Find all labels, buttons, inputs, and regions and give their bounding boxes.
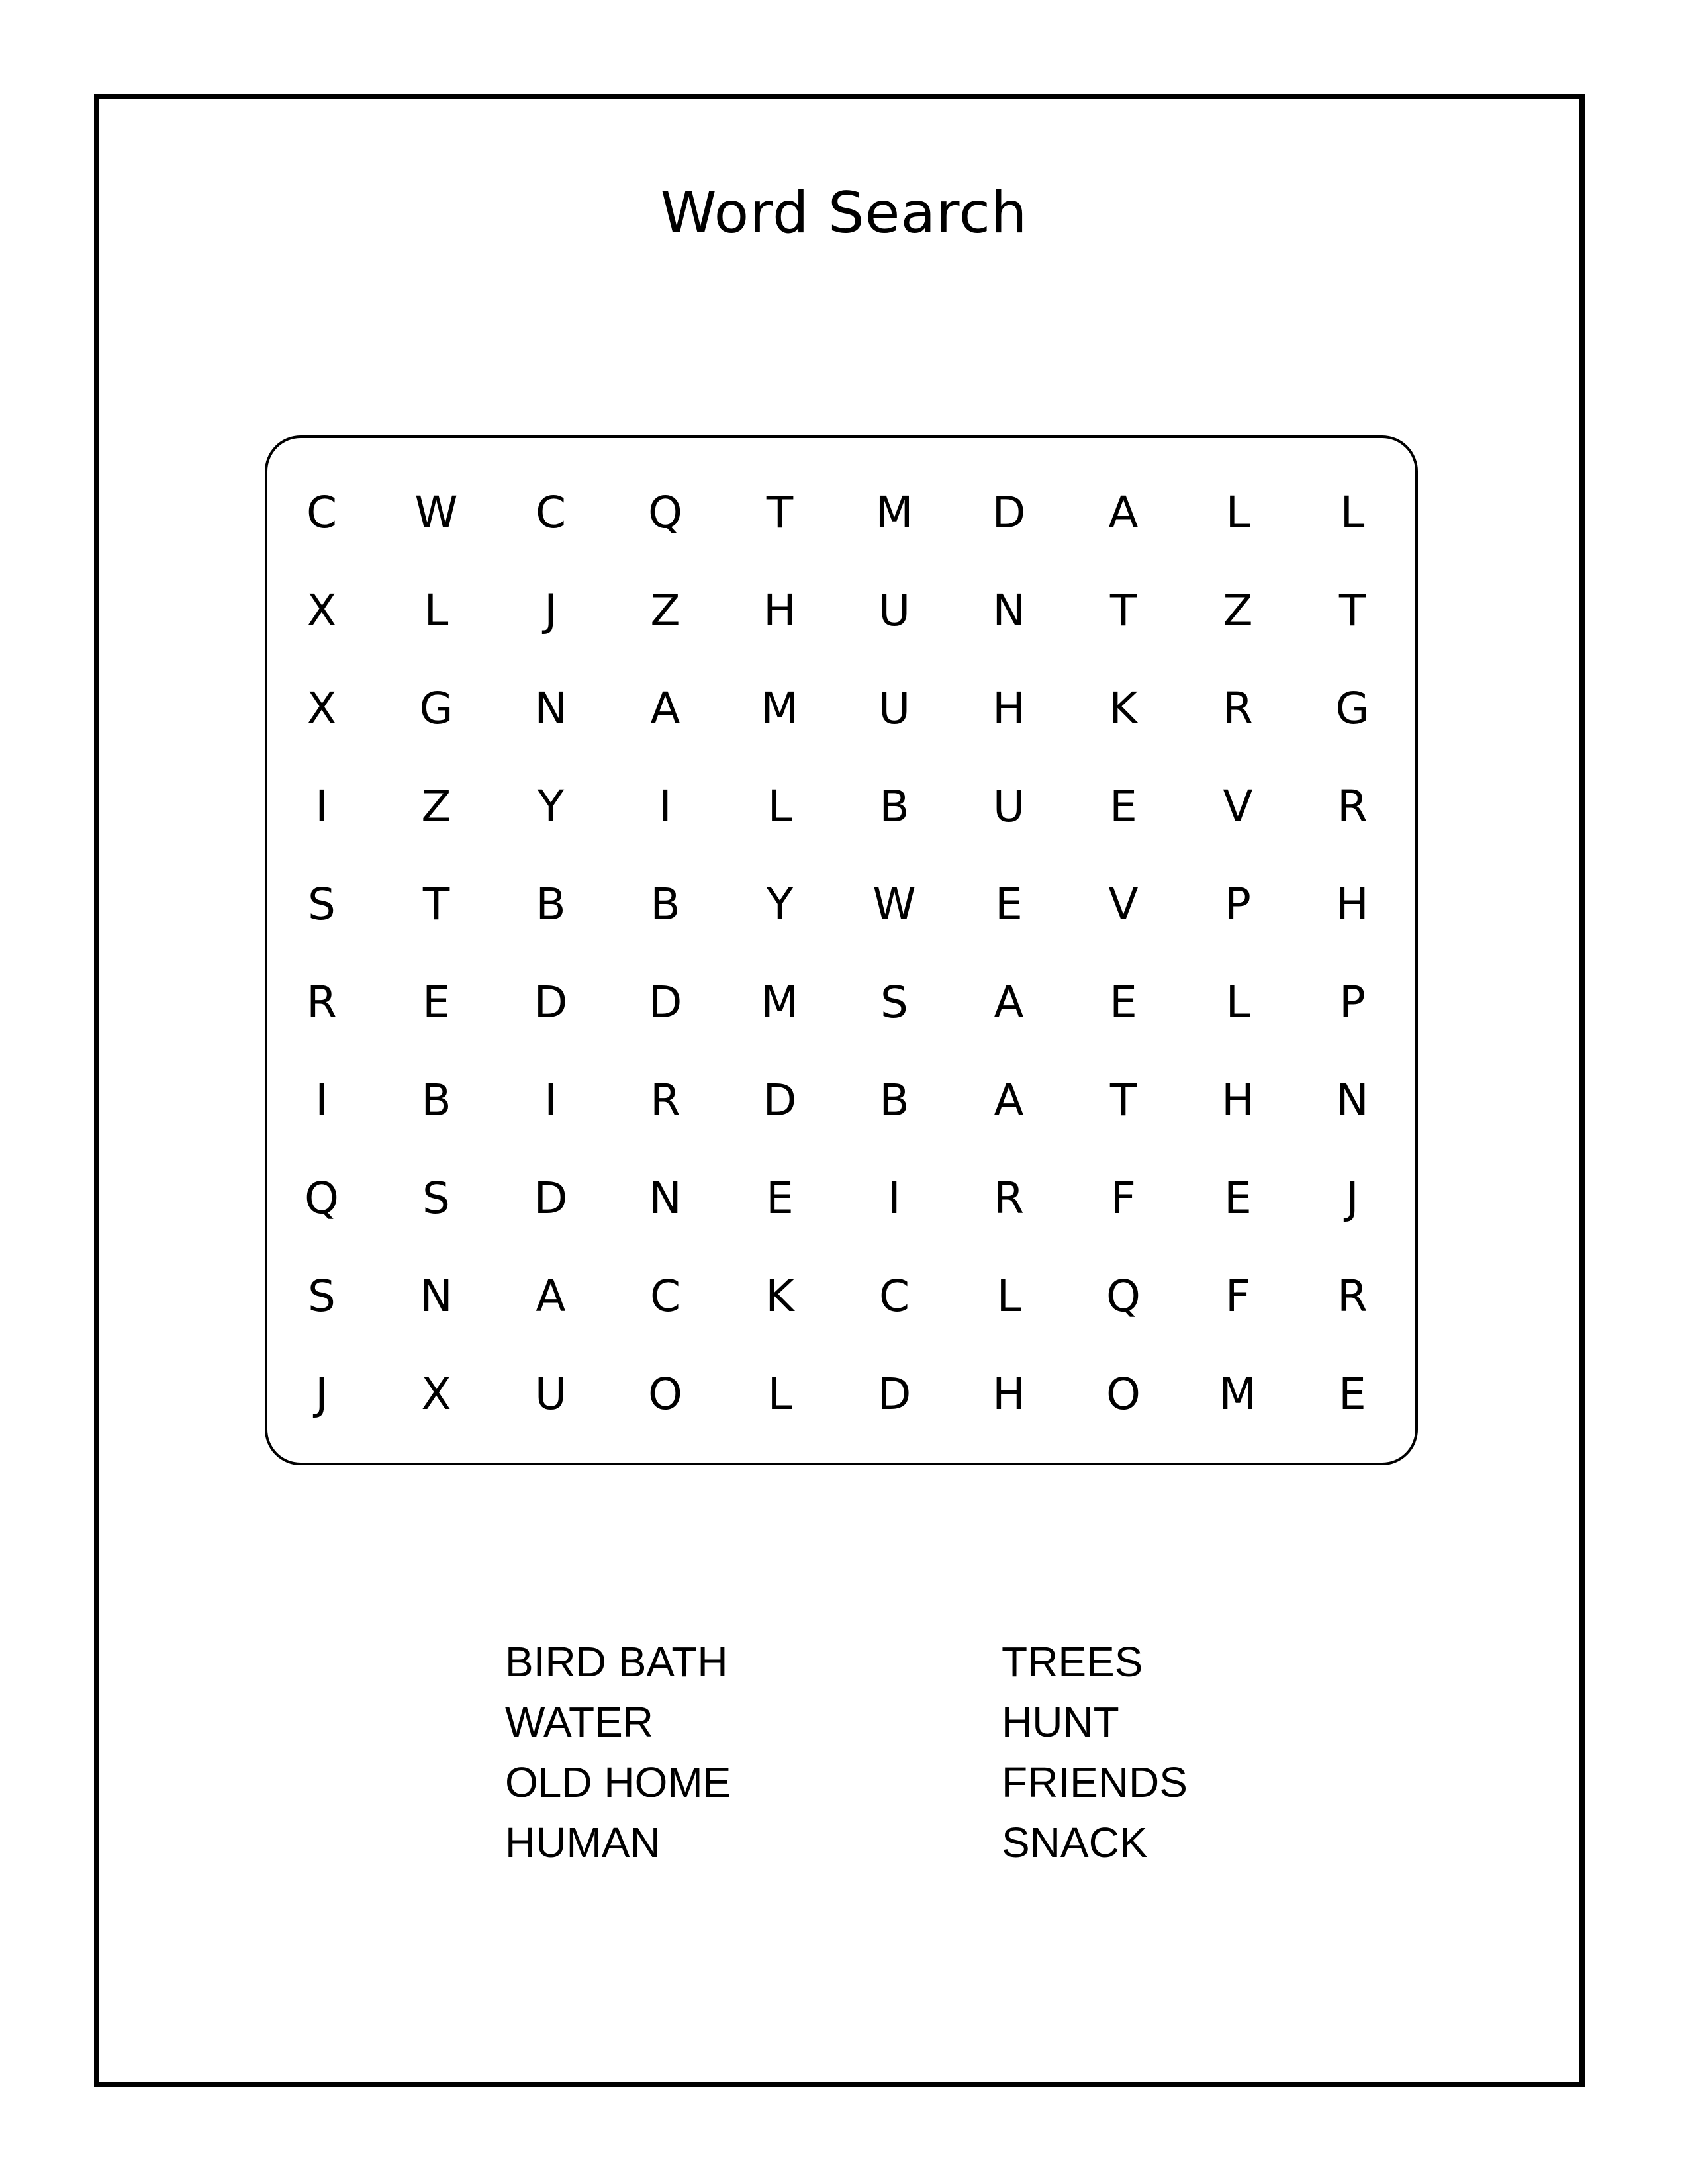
grid-letter[interactable]: T xyxy=(1109,1075,1137,1126)
grid-letter[interactable]: R xyxy=(1337,1271,1368,1322)
grid-letter[interactable]: W xyxy=(872,879,916,930)
grid-letter[interactable]: U xyxy=(878,585,911,636)
grid-letter[interactable]: G xyxy=(419,683,453,734)
grid-letter[interactable]: L xyxy=(1340,487,1365,538)
grid-letter[interactable]: L xyxy=(996,1271,1021,1322)
grid-letter[interactable]: U xyxy=(992,781,1025,832)
word-list-right xyxy=(1002,1632,1188,1873)
grid-letter[interactable]: Q xyxy=(1106,1271,1141,1322)
letter-grid xyxy=(282,465,1436,1444)
grid-letter[interactable]: B xyxy=(879,1075,910,1126)
word-item: TREES xyxy=(1002,1638,1143,1686)
grid-letter[interactable]: J xyxy=(1346,1173,1359,1224)
grid-letter[interactable]: N xyxy=(992,585,1025,636)
grid-letter[interactable]: U xyxy=(534,1369,567,1420)
grid-letter[interactable]: Q xyxy=(648,487,682,538)
grid-letter[interactable]: M xyxy=(875,487,914,538)
grid-letter[interactable]: D xyxy=(763,1075,797,1126)
grid-letter[interactable]: S xyxy=(422,1173,450,1224)
grid-letter[interactable]: Q xyxy=(305,1173,339,1224)
grid-letter[interactable]: I xyxy=(888,1173,901,1224)
grid-letter[interactable]: I xyxy=(659,781,672,832)
grid-letter[interactable]: H xyxy=(1336,879,1369,930)
grid-letter[interactable]: F xyxy=(1225,1271,1250,1322)
grid-letter[interactable]: D xyxy=(877,1369,912,1420)
grid-letter[interactable]: I xyxy=(315,1075,328,1126)
grid-letter[interactable]: P xyxy=(1339,977,1366,1028)
grid-letter[interactable]: N xyxy=(534,683,567,734)
grid-letter[interactable]: A xyxy=(1108,487,1139,538)
grid-letter[interactable]: Y xyxy=(537,781,565,832)
grid-letter[interactable]: E xyxy=(995,879,1023,930)
grid-letter[interactable]: I xyxy=(544,1075,557,1126)
grid-letter[interactable]: X xyxy=(421,1369,451,1420)
grid-letter[interactable]: D xyxy=(992,487,1026,538)
grid-letter[interactable]: A xyxy=(994,977,1024,1028)
grid-letter[interactable]: T xyxy=(1109,585,1137,636)
grid-letter[interactable]: S xyxy=(308,1271,336,1322)
grid-letter[interactable]: E xyxy=(766,1173,794,1224)
grid-letter[interactable]: M xyxy=(761,977,799,1028)
grid-letter[interactable]: M xyxy=(761,683,799,734)
grid-letter[interactable]: B xyxy=(421,1075,451,1126)
word-item: HUMAN xyxy=(505,1819,661,1866)
page-title: Word Search xyxy=(660,180,1028,246)
grid-letter[interactable]: R xyxy=(306,977,337,1028)
grid-letter[interactable]: E xyxy=(1109,781,1137,832)
word-item: BIRD BATH xyxy=(505,1638,728,1686)
grid-letter[interactable]: N xyxy=(1336,1075,1369,1126)
grid-letter[interactable]: R xyxy=(1223,683,1253,734)
word-list-left xyxy=(505,1632,731,1873)
grid-letter[interactable]: H xyxy=(1221,1075,1254,1126)
grid-letter[interactable]: C xyxy=(649,1271,681,1322)
grid-letter[interactable]: V xyxy=(1223,781,1253,832)
grid-letter[interactable]: N xyxy=(649,1173,682,1224)
grid-letter[interactable]: T xyxy=(766,487,794,538)
grid-letter[interactable]: R xyxy=(1337,781,1368,832)
grid-letter[interactable]: T xyxy=(1338,585,1366,636)
grid-letter[interactable]: E xyxy=(1224,1173,1252,1224)
grid-letter[interactable]: O xyxy=(648,1369,682,1420)
word-item: OLD HOME xyxy=(505,1758,731,1806)
grid-letter[interactable]: M xyxy=(1219,1369,1257,1420)
word-item: HUNT xyxy=(1002,1698,1119,1746)
grid-letter[interactable]: F xyxy=(1111,1173,1136,1224)
grid-letter[interactable]: L xyxy=(424,585,449,636)
grid-letter[interactable]: D xyxy=(534,1173,568,1224)
grid-letter[interactable]: O xyxy=(1106,1369,1141,1420)
grid-letter[interactable]: E xyxy=(1109,977,1137,1028)
word-item: SNACK xyxy=(1002,1819,1148,1866)
grid-letter[interactable]: V xyxy=(1108,879,1139,930)
grid-letter[interactable]: G xyxy=(1335,683,1370,734)
grid-letter[interactable]: Z xyxy=(650,585,680,636)
grid-letter[interactable]: P xyxy=(1225,879,1251,930)
grid-letter[interactable]: A xyxy=(994,1075,1024,1126)
grid-letter[interactable]: S xyxy=(880,977,908,1028)
grid-letter[interactable]: C xyxy=(878,1271,910,1322)
grid-letter[interactable]: L xyxy=(767,781,792,832)
grid-letter[interactable]: Z xyxy=(1223,585,1253,636)
grid-letter[interactable]: D xyxy=(648,977,682,1028)
grid-letter[interactable]: X xyxy=(306,585,337,636)
grid-letter[interactable]: Y xyxy=(766,879,794,930)
word-item: WATER xyxy=(505,1698,653,1746)
grid-letter[interactable]: Z xyxy=(421,781,451,832)
grid-letter[interactable]: T xyxy=(422,879,450,930)
grid-letter[interactable]: K xyxy=(765,1271,794,1322)
grid-letter[interactable]: R xyxy=(994,1173,1024,1224)
grid-letter[interactable]: L xyxy=(1225,487,1250,538)
grid-letter[interactable]: E xyxy=(1338,1369,1366,1420)
grid-letter[interactable]: A xyxy=(536,1271,566,1322)
grid-letter[interactable]: L xyxy=(767,1369,792,1420)
grid-letter[interactable]: B xyxy=(879,781,910,832)
grid-letter[interactable]: W xyxy=(414,487,458,538)
grid-letter[interactable]: J xyxy=(544,585,557,636)
grid-letter[interactable]: J xyxy=(315,1369,328,1420)
grid-letter[interactable]: H xyxy=(992,1369,1025,1420)
grid-letter[interactable]: D xyxy=(534,977,568,1028)
grid-letter[interactable]: R xyxy=(650,1075,680,1126)
grid-letter[interactable]: B xyxy=(650,879,680,930)
grid-letter[interactable]: X xyxy=(306,683,337,734)
grid-letter[interactable]: E xyxy=(422,977,450,1028)
grid-letter[interactable]: N xyxy=(420,1271,453,1322)
grid-letter[interactable]: H xyxy=(763,585,796,636)
grid-letter[interactable]: C xyxy=(306,487,338,538)
word-item: FRIENDS xyxy=(1002,1758,1188,1806)
grid-letter[interactable]: L xyxy=(1225,977,1250,1028)
grid-letter[interactable]: I xyxy=(315,781,328,832)
grid-letter[interactable]: K xyxy=(1109,683,1138,734)
grid-letter[interactable]: A xyxy=(650,683,680,734)
grid-letter[interactable]: H xyxy=(992,683,1025,734)
grid-letter[interactable]: C xyxy=(535,487,567,538)
grid-letter[interactable]: U xyxy=(878,683,911,734)
grid-letter[interactable]: S xyxy=(308,879,336,930)
grid-letter[interactable]: B xyxy=(536,879,566,930)
